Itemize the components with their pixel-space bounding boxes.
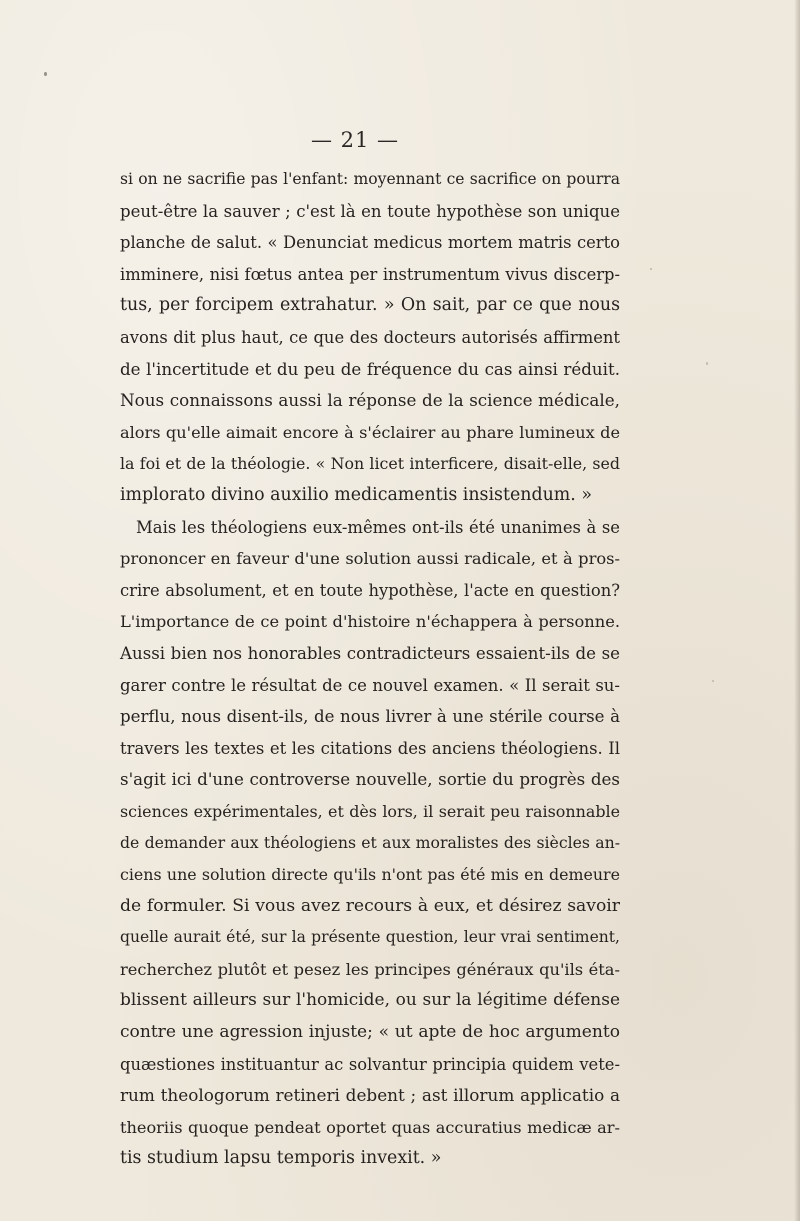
text-line: prononcer en faveur d'une solution aussi radicale, et à pros- (120, 549, 620, 569)
text-line: tis studium lapsu temporis invexit. » (120, 1148, 442, 1169)
text-line: la foi et de la théologie. « Non licet interficere, disait-elle, sed (120, 454, 620, 474)
text-line: imminere, nisi fœtus antea per instrumentum vivus discerp- (120, 264, 620, 284)
text-line: de formuler. Si vous avez recours à eux, et désirez savoir (120, 895, 620, 916)
text-line: contre une agression injuste; « ut apte de hoc argumento (120, 1022, 620, 1043)
text-line: crire absolument, et en toute hypothèse, l'acte en question? (120, 580, 620, 600)
page-number: — 21 — (310, 128, 400, 152)
text-line: blissent ailleurs sur l'homicide, ou sur la légitime défense (120, 990, 620, 1011)
text-line: sciences expérimentales, et dès lors, il serait peu raisonnable (120, 801, 620, 821)
text-line: ciens une solution directe qu'ils n'ont pas été mis en demeure (120, 865, 620, 885)
text-line: de demander aux théologiens et aux moralistes des siècles an- (120, 833, 620, 853)
paper-speck (650, 268, 652, 270)
text-line: travers les textes et les citations des anciens théologiens. Il (120, 738, 620, 758)
paper-speck (44, 72, 47, 76)
text-line: de l'incertitude et du peu de fréquence du cas ainsi réduit. (120, 359, 620, 379)
text-line: garer contre le résultat de ce nouvel examen. « Il serait su- (120, 675, 620, 695)
text-line: si on ne sacrifie pas l'enfant: moyennant ce sacrifice on pourra (120, 170, 620, 188)
page-edge-shadow (794, 0, 800, 1221)
text-line: quæstiones instituantur ac solvantur principia quidem vete- (120, 1054, 620, 1074)
text-line: recherchez plutôt et pesez les principes généraux qu'ils éta- (120, 959, 620, 979)
text-line: alors qu'elle aimait encore à s'éclairer au phare lumineux de (120, 422, 620, 442)
text-line: implorato divino auxilio medicamentis insistendum. » (120, 484, 592, 505)
text-line: quelle aurait été, sur la présente question, leur vrai sentiment, (120, 928, 620, 947)
text-line: s'agit ici d'une controverse nouvelle, sortie du progrès des (120, 769, 620, 790)
text-line: L'importance de ce point d'histoire n'échappera à personne. (120, 612, 620, 632)
text-line: Aussi bien nos honorables contradicteurs essaient-ils de se (120, 643, 620, 663)
paper-speck (712, 680, 714, 682)
body-text (120, 164, 620, 1175)
text-line: planche de salut. « Denunciat medicus mortem matris certo (120, 233, 620, 253)
paper-speck (706, 362, 708, 365)
text-line: rum theologorum retineri debent ; ast illorum applicatio a (120, 1085, 620, 1106)
text-line: peut-être la sauver ; c'est là en toute hypothèse son unique (120, 201, 620, 221)
text-line: Nous connaissons aussi la réponse de la science médicale, (120, 390, 620, 411)
text-line: avons dit plus haut, ce que des docteurs autorisés affirment (120, 327, 620, 347)
text-line: theoriis quoque pendeat oportet quas accuratius medicæ ar- (120, 1117, 620, 1137)
text-line: tus, per forcipem extrahatur. » On sait, par ce que nous (120, 295, 620, 316)
text-line: Mais les théologiens eux-mêmes ont-ils été unanimes à se (136, 517, 620, 537)
text-line: perflu, nous disent-ils, de nous livrer à une stérile course à (120, 707, 620, 727)
